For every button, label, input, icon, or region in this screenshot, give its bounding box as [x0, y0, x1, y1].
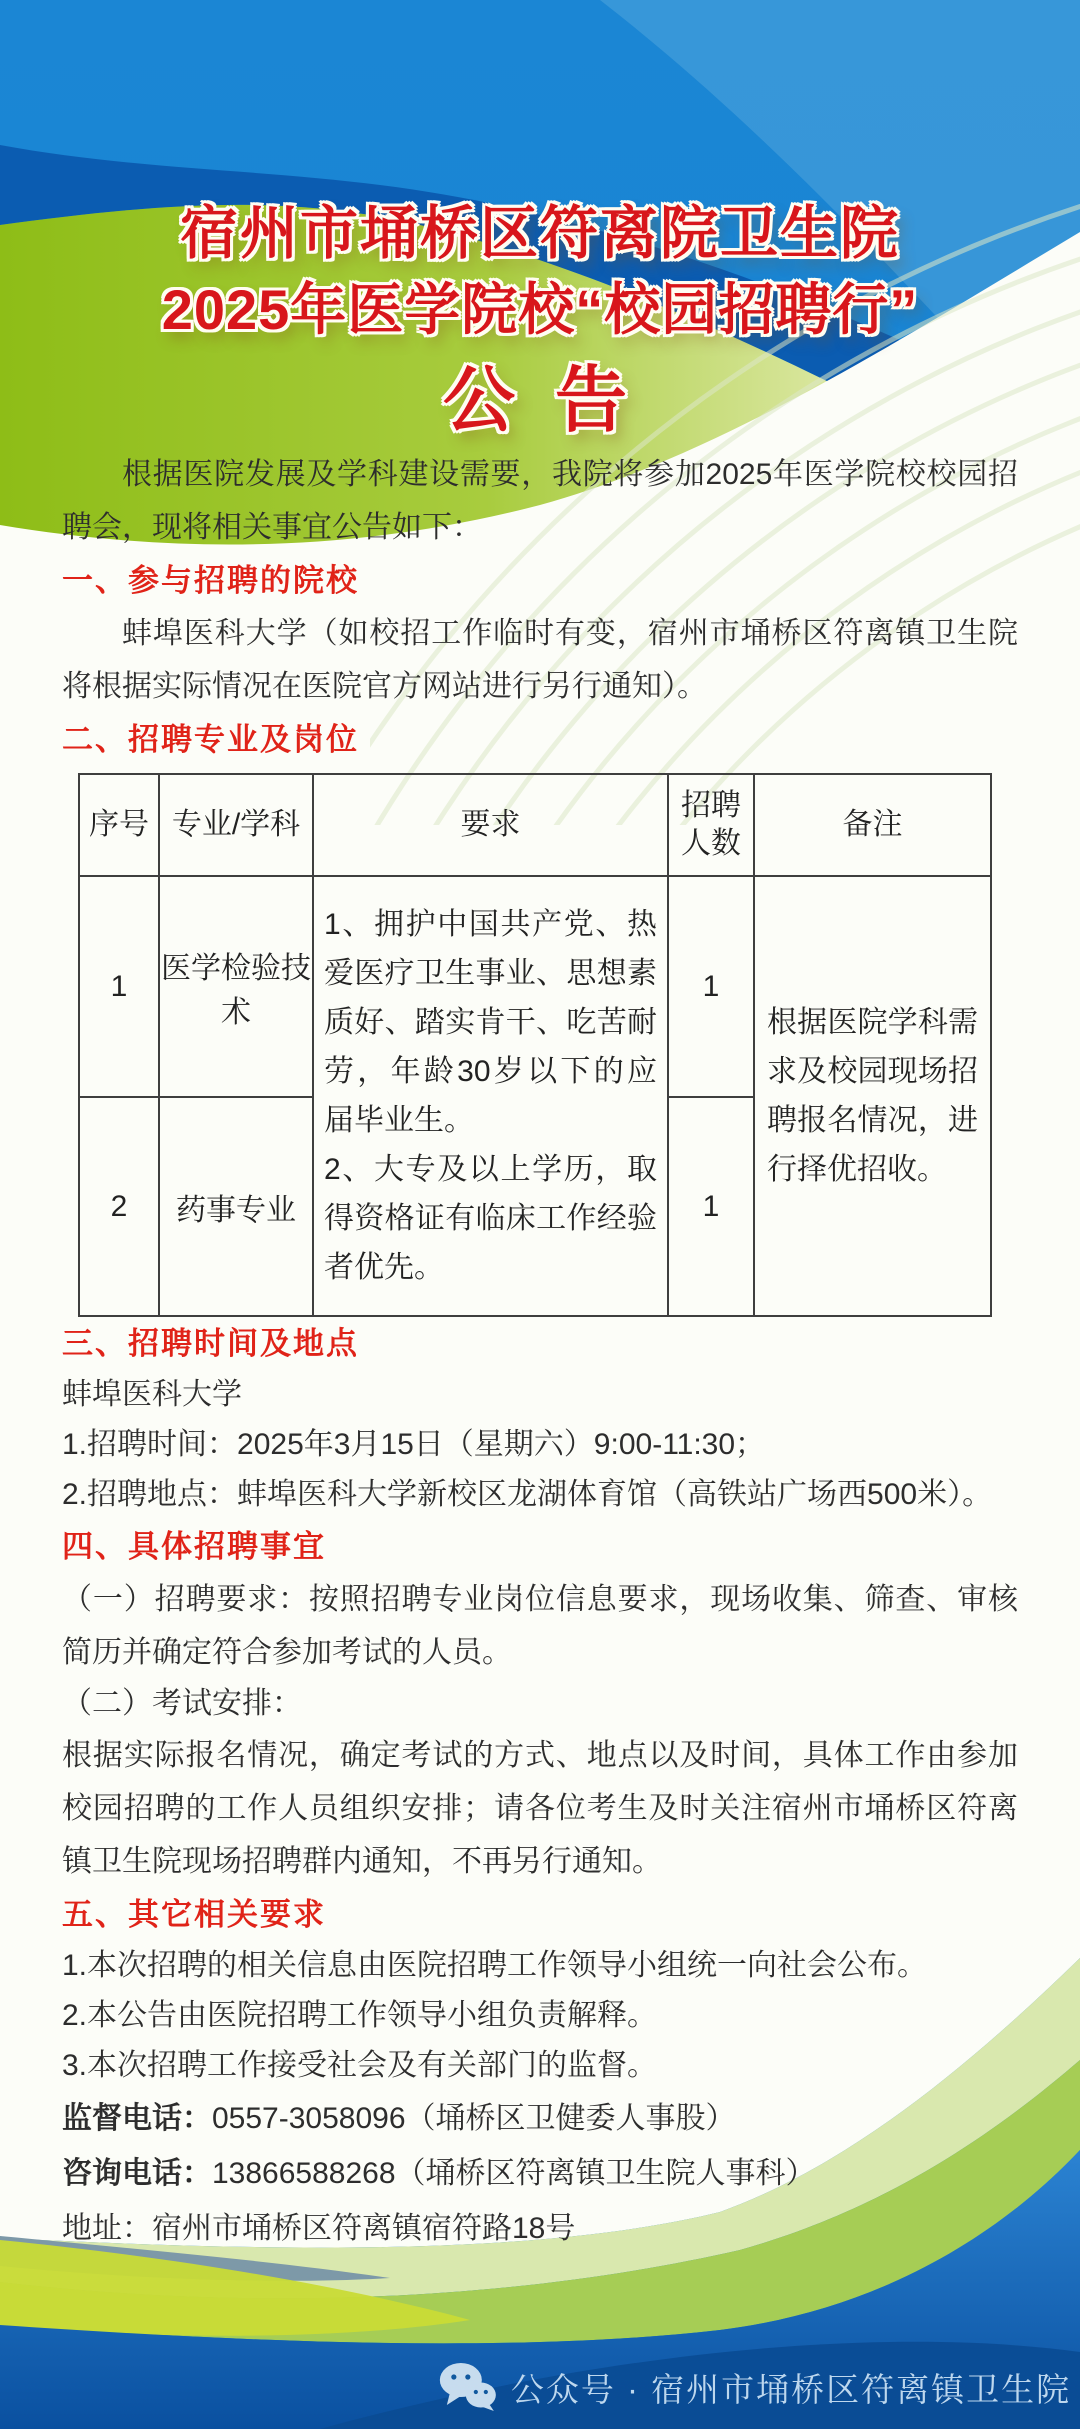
address-value: 宿州市埇桥区符离镇宿符路18号	[152, 2212, 576, 2245]
inquiry-phone-line	[62, 2146, 1018, 2201]
row1-major: 医学检验技术	[159, 876, 313, 1097]
requirement-item-1: 1、拥护中国共产党、热爱医疗卫生事业、思想素质好、踏实肯干、吃苦耐劳，年龄30岁以下的应届毕业生。	[324, 908, 657, 1137]
section3-place: 2.招聘地点：蚌埠医科大学新校区龙湖体育馆（高铁站广场西500米）。	[62, 1478, 993, 1511]
table-row	[79, 876, 991, 1097]
row2-major: 药事专业	[159, 1097, 313, 1316]
header-count: 招聘人数	[668, 774, 754, 876]
address-line	[62, 2201, 1018, 2256]
header-note: 备注	[754, 774, 991, 876]
section4-item1: （一）招聘要求：按照招聘专业岗位信息要求，现场收集、筛查、审核简历并确定符合参加考试的人员。	[62, 1583, 1018, 1669]
header-major: 专业/学科	[159, 774, 313, 876]
note-cell: 根据医院学科需求及校园现场招聘报名情况，进行择优招收。	[754, 876, 991, 1316]
section1-body: 蚌埠医科大学（如校招工作临时有变，宿州市埇桥区符离镇卫生院将根据实际情况在医院官方网站进行另行通知）。	[62, 617, 1018, 703]
official-account-label: 公众号 · 宿州市埇桥区符离镇卫生院	[510, 2370, 1072, 2408]
row2-count: 1	[668, 1097, 754, 1316]
poster-title-announcement: 公 告	[442, 361, 637, 441]
section5-heading: 五、其它相关要求	[62, 1897, 326, 1932]
section4-item2-body: 根据实际报名情况，确定考试的方式、地点以及时间，具体工作由参加校园招聘的工作人员组织安排；请各位考生及时关注宿州市埇桥区符离镇卫生院现场招聘群内通知，不再另行通知。	[62, 1739, 1018, 1878]
supervision-phone-line	[62, 2091, 1018, 2146]
address-label: 地址：	[62, 2212, 152, 2245]
section5-item-2: 2.本公告由医院招聘工作领导小组负责解释。	[62, 1999, 658, 2032]
section3-school: 蚌埠医科大学	[62, 1378, 242, 1411]
inquiry-phone-value: 13866588268（埇桥区符离镇卫生院人事科）	[212, 2157, 816, 2190]
inquiry-phone-label: 咨询电话：	[62, 2157, 212, 2190]
positions-table	[78, 773, 992, 1317]
wechat-footer	[439, 2362, 1071, 2412]
section5-item-1: 1.本次招聘的相关信息由医院招聘工作领导小组统一向社会公布。	[62, 1949, 928, 1982]
section2-heading: 二、招聘专业及岗位	[62, 722, 359, 757]
poster-title-line1: 宿州市埇桥区符离院卫生院	[179, 201, 900, 266]
wechat-icon	[439, 2362, 497, 2412]
requirements-cell	[313, 876, 668, 1316]
section4-heading: 四、具体招聘事宜	[62, 1529, 326, 1564]
table-header-row	[79, 774, 991, 876]
header-seq: 序号	[79, 774, 159, 876]
section4-item2: （二）考试安排：	[62, 1687, 302, 1720]
supervision-phone-label: 监督电话：	[62, 2102, 212, 2135]
intro-paragraph: 根据医院发展及学科建设需要，我院将参加2025年医学院校校园招聘会，现将相关事宜公告如下：	[62, 458, 1018, 544]
supervision-phone-value: 0557-3058096（埇桥区卫健委人事股）	[212, 2102, 736, 2135]
section1-heading: 一、参与招聘的院校	[62, 563, 359, 598]
row1-seq: 1	[79, 876, 159, 1097]
requirement-item-2: 2、大专及以上学历，取得资格证有临床工作经验者优先。	[324, 1153, 657, 1284]
announcement-body	[62, 448, 1018, 2256]
row2-seq: 2	[79, 1097, 159, 1316]
header-requirements: 要求	[313, 774, 668, 876]
section3-time: 1.招聘时间：2025年3月15日（星期六）9:00-11:30；	[62, 1428, 766, 1461]
row1-count: 1	[668, 876, 754, 1097]
poster-title-line2: 2025年医学院校“校园招聘行”	[161, 278, 919, 341]
section5-item-3: 3.本次招聘工作接受社会及有关部门的监督。	[62, 2049, 658, 2082]
section3-heading: 三、招聘时间及地点	[62, 1326, 359, 1361]
